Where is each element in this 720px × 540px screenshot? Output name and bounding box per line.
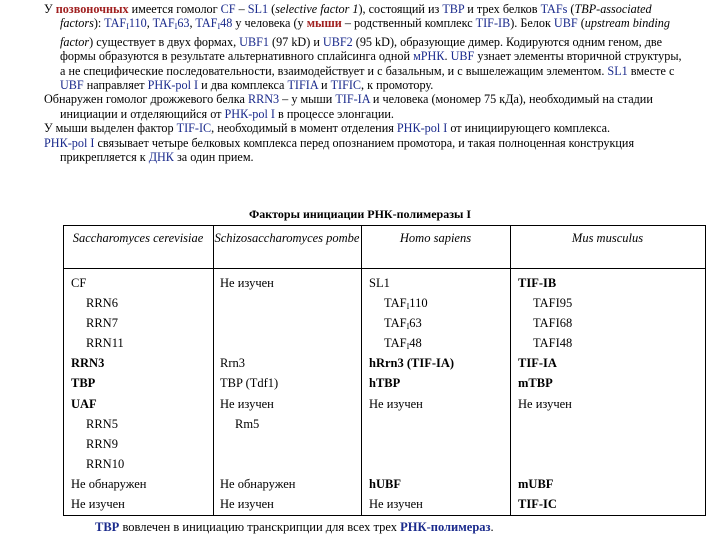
table-cell: [220, 434, 295, 454]
table-cell: Rrn3: [220, 356, 245, 371]
cell-subscript: I: [406, 322, 410, 332]
table-cell: TAFI95: [533, 296, 573, 311]
keyword: TBP: [95, 520, 120, 534]
table-cell: RRN5: [86, 416, 118, 431]
cell-text: TAF: [384, 296, 407, 311]
text: (97 kD) и: [268, 34, 323, 49]
text: ), состоящий из: [358, 2, 443, 16]
text: имеется гомолог: [128, 2, 221, 16]
header-divider: [63, 268, 706, 269]
text: – у мыши: [279, 92, 336, 107]
term: TBP-associated factors: [60, 2, 652, 31]
text: (95 kD), образующие димер. Кодируются одним геном, две формы образуются в результате альтернативного сплайсинга одной: [60, 34, 663, 64]
table-cell: [369, 293, 454, 313]
text: узнает элементы вторичной структуры, а не специфические последовательности, взаимодействует и с базальным, и с вышележащим элементом.: [60, 49, 682, 78]
cell-text: TAF: [384, 316, 407, 331]
keyword: TAF: [195, 16, 218, 31]
paragraph-3: [44, 121, 684, 135]
text: и два комплекса: [198, 78, 288, 93]
text: связывает четыре белковых комплекса перед опознанием промотора, и такая полноценная конструкция прикрепляется к: [60, 135, 635, 165]
column-s-pombe: [220, 273, 295, 514]
table-border-bottom: [63, 515, 706, 516]
table-cell: CF: [71, 276, 87, 290]
table-cell: Не обнаружен: [220, 476, 296, 491]
text: .: [444, 49, 451, 64]
cell-number: 63: [409, 316, 422, 331]
keyword: TAF: [152, 16, 175, 31]
text: и трех белков: [464, 2, 541, 16]
keyword: UBF: [553, 16, 578, 31]
text: (: [268, 2, 276, 16]
table-cell: TIF-IA: [518, 356, 557, 371]
table-cell: TBP (Tdf1): [220, 376, 279, 391]
table-cell: TIF-IC: [518, 497, 557, 512]
paragraph-2: [44, 92, 684, 121]
cell-subscript: I: [406, 302, 410, 312]
text: .: [490, 520, 494, 534]
column-s-cerevisiae: [71, 273, 146, 514]
cell-number: 48: [409, 336, 422, 351]
table-cell: Не изучен: [220, 396, 274, 411]
keyword: 110: [128, 16, 147, 31]
table-cell: SL1: [369, 276, 390, 290]
keyword: позвоночных: [55, 2, 129, 16]
keyword: SL1: [607, 63, 628, 78]
text: ,: [146, 16, 153, 31]
table-cell: [369, 454, 454, 474]
keyword: мыши: [306, 16, 342, 31]
table-cell: RRN10: [86, 456, 125, 471]
table-cell: [369, 414, 454, 434]
keyword: ДНК: [148, 150, 174, 165]
text-body: [44, 2, 684, 164]
table-cell: [518, 454, 572, 474]
keyword: UBF: [450, 49, 475, 64]
table-cell: [518, 434, 572, 454]
table-cell: [220, 293, 295, 313]
text: вместе с: [627, 63, 675, 78]
column-h-sapiens: [369, 273, 454, 514]
column-m-musculus: [518, 273, 572, 514]
table-cell: RRN3: [71, 356, 105, 371]
keyword: мРНК: [413, 49, 445, 64]
keyword: UBF1: [239, 34, 269, 49]
text: за один прием.: [173, 150, 254, 165]
cell-subscript: I: [406, 342, 410, 352]
keyword: RRN3: [247, 92, 280, 107]
text: Обнаружен гомолог дрожжевого белка: [44, 92, 248, 107]
text: У: [44, 2, 56, 16]
keyword: TBP: [442, 2, 465, 16]
table-cell: Не изучен: [71, 497, 125, 512]
table-cell: Rm5: [235, 416, 260, 431]
table-cell: hUBF: [369, 476, 401, 491]
table-cell: Не изучен: [220, 276, 274, 290]
cell-number: 110: [409, 296, 428, 311]
text: в процессе элонгации.: [274, 106, 394, 121]
header-col-4: Mus musculus: [571, 231, 644, 245]
text: , к промотору.: [361, 78, 434, 93]
cell-text: TAF: [384, 336, 407, 351]
table-cell: RRN7: [86, 316, 118, 331]
table-cell: TAFI48: [533, 336, 573, 351]
keyword: РНК-полимераз: [400, 520, 491, 534]
table-cell: Не изучен: [220, 497, 274, 512]
factors-table: [63, 225, 706, 516]
table-cell: Не изучен: [518, 396, 572, 411]
text: ) существует в двух формах,: [89, 34, 240, 49]
table-cell: [369, 333, 454, 353]
text: и человека (мономер 75 кДа), необходимый на стадии инициации и отделяющийся от: [60, 92, 653, 121]
text: ):: [93, 16, 105, 31]
table-cell: TAFI68: [533, 316, 573, 331]
footer-note: [95, 520, 494, 535]
text: ). Белок: [510, 16, 554, 31]
text: у человека (у: [232, 16, 307, 31]
table-cell: RRN6: [86, 296, 118, 311]
keyword: UBF: [60, 78, 84, 93]
table-cell: [220, 313, 295, 333]
text: – родственный комплекс: [341, 16, 476, 31]
keyword: 48: [220, 16, 233, 31]
text: (: [567, 2, 575, 16]
table-cell: Не изучен: [369, 396, 423, 411]
text: вовлечен в инициацию транскрипции для всех трех: [119, 520, 401, 534]
table-cell: [220, 333, 295, 353]
text: У мыши выделен фактор: [44, 121, 177, 136]
table-cell: hTBP: [369, 376, 401, 391]
keyword: 63: [177, 16, 190, 31]
keyword: РНК-pol I: [224, 106, 275, 121]
table-cell: TBP: [71, 376, 96, 391]
paragraph-4: [44, 136, 684, 165]
text: направляет: [83, 78, 148, 93]
table-title: Факторы инициации РНК-полимеразы I: [248, 207, 472, 221]
keyword: РНК-pol I: [147, 78, 199, 93]
text: , необходимый в момент отделения: [211, 121, 397, 136]
keyword: TAFs: [540, 2, 568, 16]
table-cell: mUBF: [518, 476, 554, 491]
table-cell: Не изучен: [369, 497, 423, 512]
keyword: TAF: [104, 16, 127, 31]
column-divider: [213, 225, 214, 516]
table-cell: RRN9: [86, 436, 118, 451]
keyword: TIFIA: [287, 78, 318, 93]
table-cell: UAF: [71, 396, 97, 411]
keyword: UBF2: [322, 34, 353, 49]
header-col-1: Saccharomyces cerevisiae: [72, 231, 204, 245]
keyword: CF: [220, 2, 236, 16]
table-border-top: [63, 225, 706, 226]
keyword: РНК-pol I: [396, 121, 448, 136]
table-border-right: [705, 225, 706, 516]
keyword: РНК-pol I: [44, 135, 95, 150]
header-col-3: Homo sapiens: [399, 231, 472, 245]
text: (: [577, 16, 585, 31]
header-col-2: Schizosaccharomyces pombe: [214, 231, 360, 245]
term: selective factor 1: [275, 2, 359, 16]
text: ,: [189, 16, 196, 31]
table-cell: RRN11: [86, 336, 124, 351]
term: upstream binding factor: [60, 16, 670, 49]
table-cell: hRrn3 (TIF-IA): [369, 356, 455, 371]
column-divider: [361, 225, 362, 516]
text: и: [317, 78, 331, 93]
column-divider: [510, 225, 511, 516]
table-cell: [369, 313, 454, 333]
keyword: SL1: [247, 2, 269, 16]
keyword: TIF-IA: [335, 92, 370, 107]
text: –: [235, 2, 248, 16]
paragraph-1: У позвоночных имеется гомолог CF – SL1 (selective factor 1), состоящий из TBP и трех белков TAFs (TBP-associated factors): $TAF_I110$, $TAF_I63$, $TAF_I48$ у человека (у мыши – родственный комплекс TIF-IB). Белок UBF (upstream binding factor) существует в двух формах, UBF1 (97 kD) и UBF2 (95 kD), образующие димер. Кодируются одним геном, две формы образуются в результате альтернативного сплайсинга одной мРНК. UBF узнает элементы вторичной структуры, а не специфические последовательности, взаимодействует и с базальным, и с вышележащим элементом. SL1 вместе с UBF направляет РНК-pol I и два комплекса TIFIA и TIFIC, к промотору.: [44, 2, 682, 93]
table-cell: [369, 434, 454, 454]
table-cell: Не обнаружен: [71, 476, 147, 491]
keyword: TIF-IC: [176, 121, 212, 136]
keyword: TIFIC: [330, 78, 362, 93]
table-cell: [518, 414, 572, 434]
text: от инициирующего комплекса.: [447, 121, 611, 136]
table-border-left: [63, 225, 64, 516]
table-cell: mTBP: [518, 376, 553, 391]
keyword: TIF-IB: [475, 16, 511, 31]
table-cell: [220, 454, 295, 474]
table-cell: TIF-IB: [518, 276, 557, 290]
